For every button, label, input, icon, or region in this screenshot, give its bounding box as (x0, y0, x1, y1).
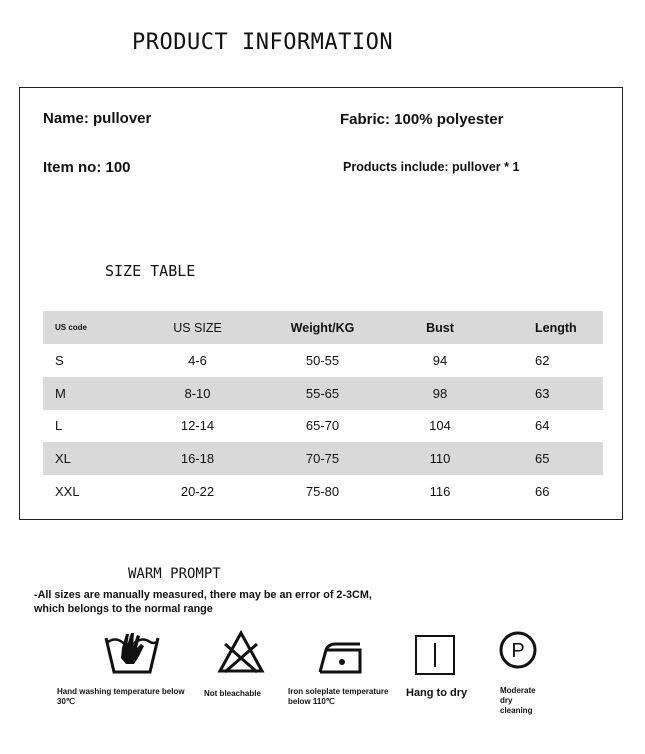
cell-weight: 75-80 (305, 484, 340, 500)
care-dry-clean-line-3: cleaning (500, 706, 533, 715)
hang-dry-icon (414, 634, 456, 676)
table-row (43, 442, 603, 475)
cell-us-code: S (55, 352, 64, 368)
care-label-hand-wash (57, 687, 185, 707)
size-table (43, 311, 603, 508)
svg-text:P: P (511, 640, 525, 662)
cell-us-size: 12-14 (180, 418, 215, 434)
cell-us-code: XL (43, 442, 135, 475)
iron-icon (316, 636, 364, 676)
care-label-no-bleach: Not bleachable (204, 689, 261, 698)
header-weight: Weight/KG (260, 311, 385, 344)
cell-us-size: 4-6 (188, 352, 207, 368)
cell-bust: 104 (429, 418, 451, 434)
cell-length: 62 (535, 352, 550, 368)
table-row (43, 377, 603, 410)
care-iron-line-2: below 110℃ (288, 697, 335, 706)
no-bleach-icon (217, 630, 265, 674)
care-hand-wash-line-2: 30℃ (57, 697, 75, 706)
cell-us-code: XXL (55, 484, 80, 500)
cell-us-size: 20-22 (180, 484, 215, 500)
cell-us-code: M (43, 377, 135, 410)
warm-prompt-note (34, 589, 372, 616)
header-us-size: US SIZE (135, 311, 260, 344)
care-label-dry-clean (500, 686, 536, 716)
care-dry-clean-line-1: Moderate (500, 686, 536, 695)
products-include: Products include: pullover * 1 (343, 160, 520, 174)
cell-length: 63 (495, 377, 603, 410)
care-label-iron (288, 687, 388, 707)
header-length: Length (495, 311, 603, 344)
hand-wash-icon (104, 632, 160, 676)
cell-us-size: 16-18 (135, 442, 260, 475)
table-row (43, 344, 603, 377)
dry-clean-icon (498, 630, 538, 670)
warm-prompt-line-2: which belongs to the normal range (34, 602, 213, 615)
cell-bust: 116 (429, 484, 451, 500)
item-number: Item no: 100 (43, 159, 131, 176)
care-iron-line-1: Iron soleplate temperature (288, 687, 389, 696)
care-dry-clean-line-2: dry (500, 696, 513, 705)
header-bust: Bust (385, 311, 495, 344)
product-fabric: Fabric: 100% polyester (340, 111, 504, 128)
product-name: Name: pullover (43, 110, 152, 127)
cell-us-size: 8-10 (135, 377, 260, 410)
care-label-hang-dry: Hang to dry (406, 687, 468, 699)
warm-prompt-line-1: -All sizes are manually measured, there may be an error of 2-3CM, (34, 589, 372, 601)
warm-prompt-title: WARM PROMPT (128, 566, 221, 582)
table-row (43, 410, 603, 443)
cell-us-code: L (55, 418, 63, 434)
cell-weight: 65-70 (305, 418, 340, 434)
size-table-header-row (43, 311, 603, 344)
cell-length: 64 (535, 418, 550, 434)
cell-bust: 94 (432, 352, 448, 368)
cell-weight: 50-55 (305, 352, 340, 368)
cell-weight: 55-65 (260, 377, 385, 410)
header-us-code: US code (43, 311, 135, 344)
cell-weight: 70-75 (260, 442, 385, 475)
care-hand-wash-line-1: Hand washing temperature below (57, 687, 185, 696)
cell-bust: 110 (385, 442, 495, 475)
cell-length: 65 (495, 442, 603, 475)
size-table-title: SIZE TABLE (105, 262, 196, 280)
cell-length: 66 (535, 484, 550, 500)
page-title: PRODUCT INFORMATION (132, 30, 394, 55)
table-row (43, 475, 603, 508)
cell-bust: 98 (385, 377, 495, 410)
